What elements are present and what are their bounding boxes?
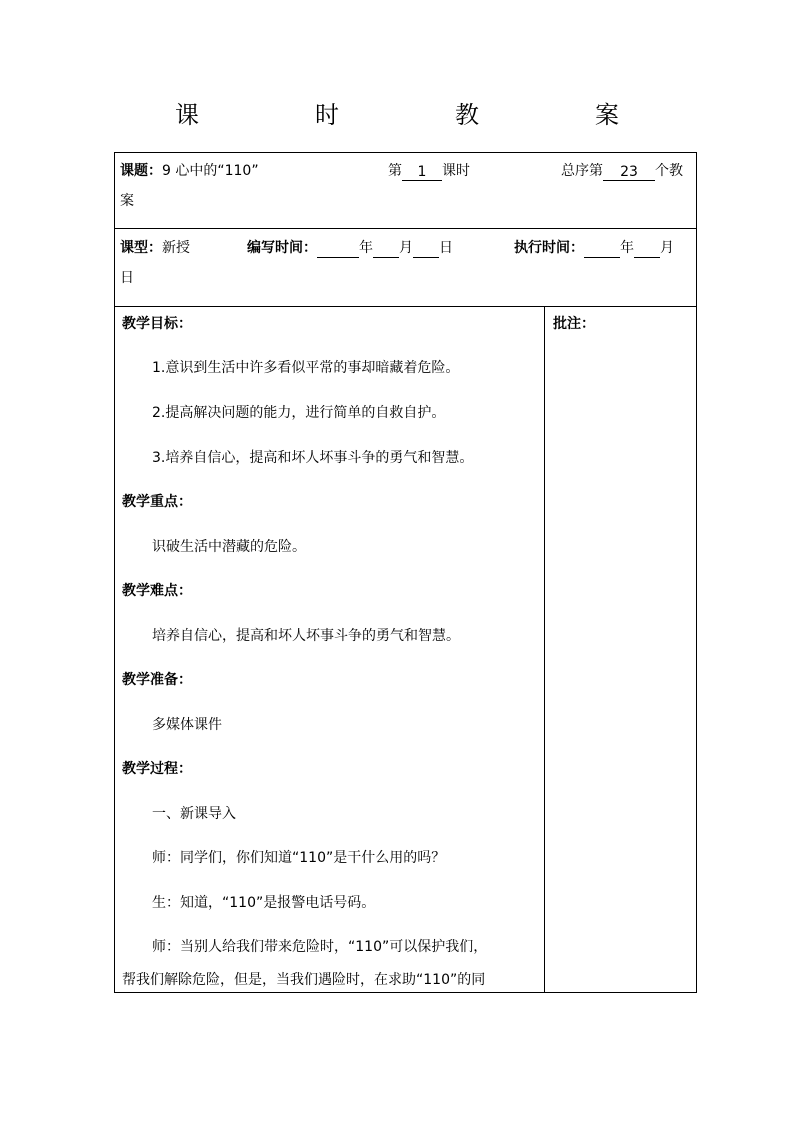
period-suffix: 课时 <box>442 163 470 179</box>
type-value: 新授 <box>162 240 190 256</box>
write-day-label: 日 <box>439 240 453 256</box>
write-time-field <box>247 238 453 258</box>
topic-value: 9 心中的“110” <box>162 163 259 179</box>
key-text: 识破生活中潜藏的危险。 <box>152 539 306 555</box>
exec-time-field <box>514 238 674 258</box>
sequence-suffix-1: 个教 <box>655 163 683 179</box>
type-label: 课型： <box>120 240 162 256</box>
exec-month-label: 月 <box>660 240 674 256</box>
write-day-blank <box>413 239 439 258</box>
goal-3: 3.培养自信心，提高和坏人坏事斗争的勇气和智慧。 <box>152 450 474 466</box>
row-divider-2 <box>115 306 696 307</box>
write-time-label: 编写时间： <box>247 240 317 256</box>
exec-year-label: 年 <box>620 240 634 256</box>
sequence-suffix-2: 案 <box>120 193 134 209</box>
period-prefix: 第 <box>388 163 402 179</box>
type-field <box>120 238 190 258</box>
lesson-plan-table <box>114 152 697 993</box>
write-year-label: 年 <box>359 240 373 256</box>
dialog-1: 师：同学们，你们知道“110”是干什么用的吗？ <box>152 850 446 866</box>
step-1: 一、新课导入 <box>152 806 236 822</box>
period-value: 1 <box>402 162 442 181</box>
write-year-blank <box>317 239 359 258</box>
exec-month-blank <box>634 239 660 258</box>
difficulty-heading: 教学难点： <box>122 583 192 599</box>
write-month-label: 月 <box>399 240 413 256</box>
dialog-2: 生：知道，“110”是报警电话号码。 <box>152 895 376 911</box>
process-heading: 教学过程： <box>122 761 192 777</box>
period-field <box>388 161 470 181</box>
dialog-3a: 师：当别人给我们带来危险时，“110”可以保护我们， <box>152 939 488 955</box>
sequence-prefix: 总序第 <box>561 163 603 179</box>
row-divider-1 <box>115 228 696 229</box>
write-month-blank <box>373 239 399 258</box>
sequence-field <box>561 161 683 181</box>
topic-row <box>120 161 259 181</box>
prep-text: 多媒体课件 <box>152 717 222 733</box>
key-heading: 教学重点： <box>122 494 192 510</box>
goals-heading: 教学目标： <box>122 316 192 332</box>
topic-label: 课题： <box>120 163 162 179</box>
prep-heading: 教学准备： <box>122 672 192 688</box>
goal-2: 2.提高解决问题的能力，进行简单的自救自护。 <box>152 405 446 421</box>
column-divider <box>544 307 545 992</box>
dialog-3b: 帮我们解除危险，但是，当我们遇险时，在求助“110”的同 <box>122 972 486 988</box>
page-title: 课 时 教 案 <box>175 101 665 129</box>
exec-time-label: 执行时间： <box>514 240 584 256</box>
sequence-value: 23 <box>603 162 655 181</box>
goal-1: 1.意识到生活中许多看似平常的事却暗藏着危险。 <box>152 360 460 376</box>
exec-year-blank <box>584 239 620 258</box>
notes-label: 批注： <box>553 316 595 332</box>
difficulty-text: 培养自信心，提高和坏人坏事斗争的勇气和智慧。 <box>152 628 460 644</box>
exec-day-label: 日 <box>120 270 134 286</box>
